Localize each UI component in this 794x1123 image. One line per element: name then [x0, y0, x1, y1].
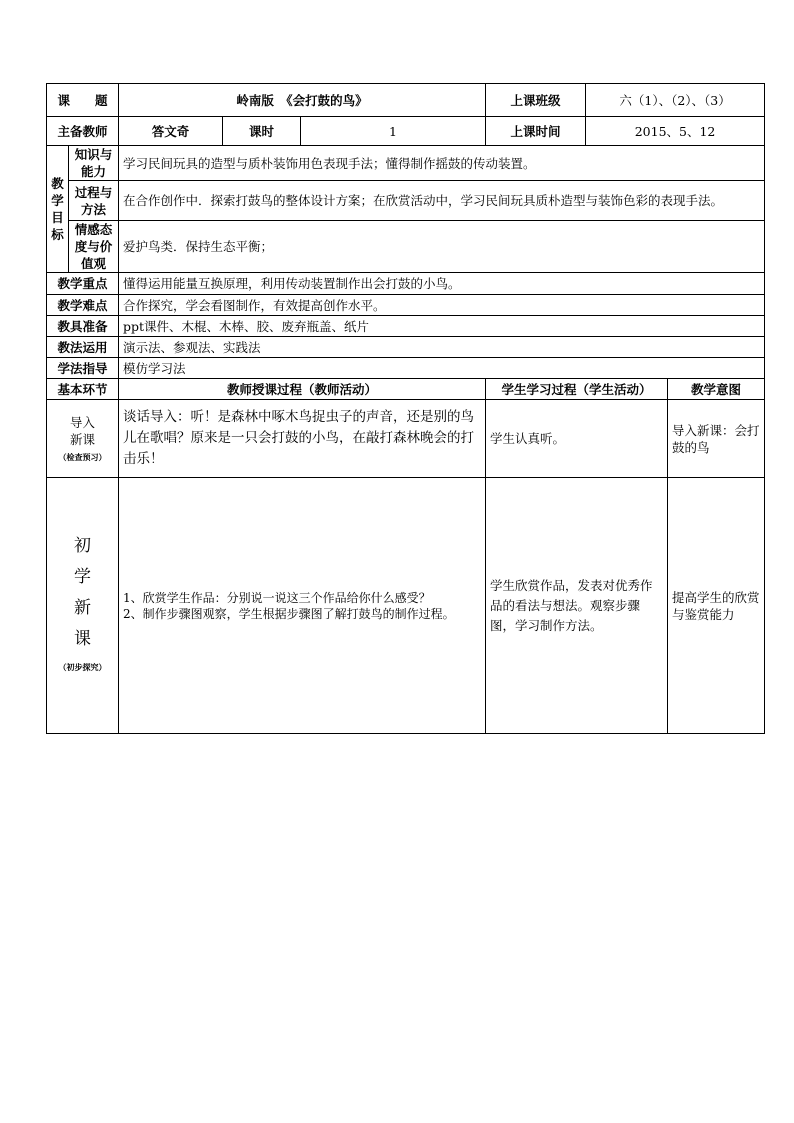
goal-row-attitude	[47, 221, 765, 273]
stage-intro-teacher: 谈话导入：听！是森林中啄木鸟捉虫子的声音，还是别的鸟儿在歌唱？原来是一只会打鼓的小鸟，在敲打森林晚会的打击乐！	[119, 400, 486, 478]
period-label: 课时	[223, 117, 301, 146]
goal-text-knowledge: 学习民间玩具的造型与质朴装饰用色表现手法；懂得制作摇鼓的传动装置。	[119, 146, 765, 181]
intent-header: 教学意图	[668, 379, 765, 400]
goal-row-process	[47, 181, 765, 221]
stage-header: 基本环节	[47, 379, 119, 400]
difficulty-text: 合作探究，学会看图制作，有效提高创作水平。	[119, 295, 765, 316]
difficulty-row	[47, 295, 765, 316]
goal-label-process: 过程与方法	[69, 181, 119, 221]
stage-intro-intent: 导入新课：会打鼓的鸟	[668, 400, 765, 478]
goal-label-knowledge: 知识与能力	[69, 146, 119, 181]
period-value: 1	[301, 117, 486, 146]
key-point-text: 懂得运用能量互换原理，利用传动装置制作出会打鼓的小鸟。	[119, 273, 765, 295]
materials-text: ppt课件、木棍、木棒、胶、废弃瓶盖、纸片	[119, 316, 765, 337]
stage-intro-row	[47, 400, 765, 478]
stage-new-intent: 提高学生的欣赏与鉴赏能力	[668, 478, 765, 734]
stage-intro-note: （检查预习）	[58, 452, 107, 462]
grade-label: 上课班级	[486, 84, 586, 117]
time-label: 上课时间	[486, 117, 586, 146]
difficulty-label: 教学难点	[47, 295, 119, 316]
stage-intro-student: 学生认真听。	[486, 400, 668, 478]
learning-method-row	[47, 358, 765, 379]
materials-row	[47, 316, 765, 337]
stage-new-title: 初 学 新 课 （初步探究）	[47, 478, 119, 734]
teacher-value: 答文奇	[119, 117, 223, 146]
learning-method-text: 模仿学习法	[119, 358, 765, 379]
time-value: 2015、5、12	[586, 117, 765, 146]
goal-text-attitude: 爱护鸟类．保持生态平衡；	[119, 221, 765, 273]
goal-row-knowledge	[47, 146, 765, 181]
stage-new-note: （初步探究）	[58, 662, 107, 672]
teacher-activity-header: 教师授课过程（教师活动）	[119, 379, 486, 400]
grade-value: 六（1）、（2）、（3）	[586, 84, 765, 117]
goals-label: 教 学 目 标	[47, 146, 69, 273]
stage-new-teacher-step1: 1、欣赏学生作品：分别说一说这三个作品给你什么感受？	[123, 590, 431, 605]
key-point-row	[47, 273, 765, 295]
teaching-method-text: 演示法、参观法、实践法	[119, 337, 765, 358]
goal-label-attitude: 情感态度与价值观	[69, 221, 119, 273]
learning-method-label: 学法指导	[47, 358, 119, 379]
stage-intro-title: 导入 新课 （检查预习）	[47, 400, 119, 478]
stage-new-student: 学生欣赏作品，发表对优秀作品的看法与想法。观察步骤图，学习制作方法。	[486, 478, 668, 734]
topic-label: 课 题	[47, 84, 119, 117]
topic-row	[47, 84, 765, 117]
teacher-label: 主备教师	[47, 117, 119, 146]
goal-text-process: 在合作创作中．探索打鼓鸟的整体设计方案；在欣赏活动中，学习民间玩具质朴造型与装饰色彩的表现手法。	[119, 181, 765, 221]
teaching-method-row	[47, 337, 765, 358]
topic-value: 岭南版 《会打鼓的鸟》	[119, 84, 486, 117]
stage-new-teacher	[119, 478, 486, 734]
student-activity-header: 学生学习过程（学生活动）	[486, 379, 668, 400]
stage-new-teacher-step2: 2、制作步骤图观察，学生根据步骤图了解打鼓鸟的制作过程。	[123, 606, 455, 621]
lesson-plan-table	[46, 83, 765, 734]
teacher-row	[47, 117, 765, 146]
key-point-label: 教学重点	[47, 273, 119, 295]
teaching-method-label: 教法运用	[47, 337, 119, 358]
materials-label: 教具准备	[47, 316, 119, 337]
stage-new-row	[47, 478, 765, 734]
process-header-row	[47, 379, 765, 400]
